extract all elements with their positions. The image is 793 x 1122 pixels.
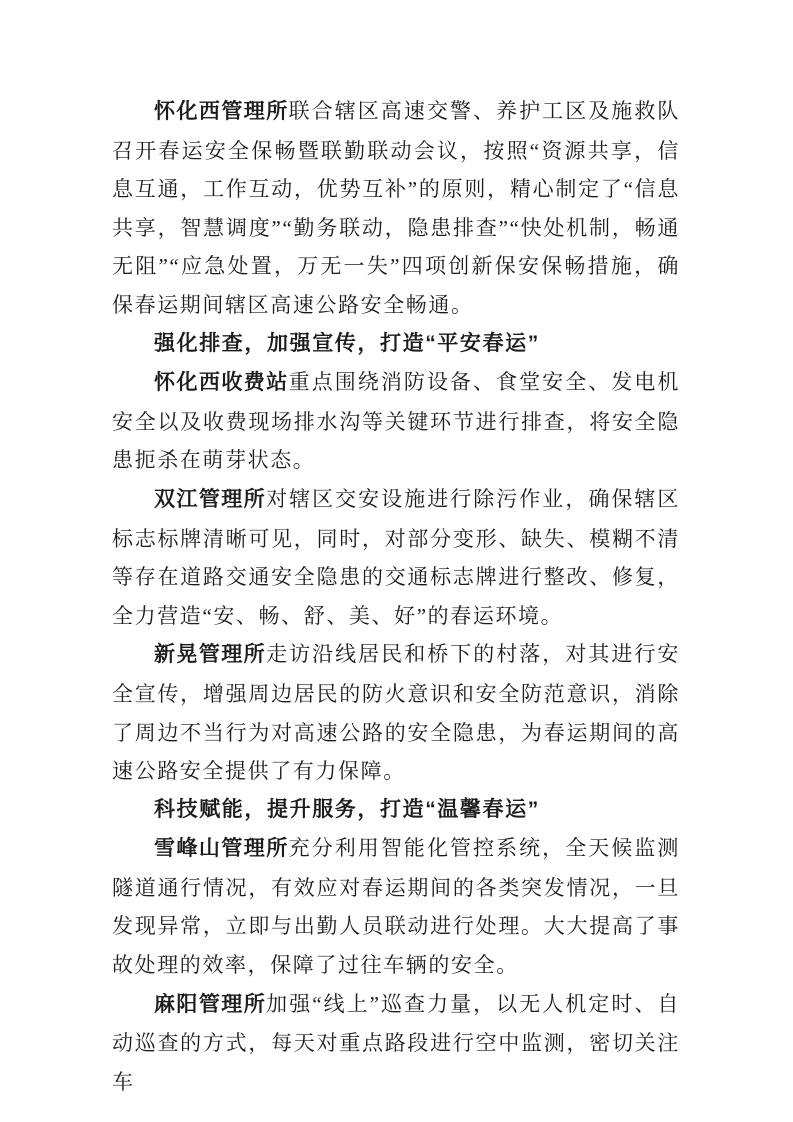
- paragraph-lead: 新晃管理所: [154, 643, 267, 667]
- document-body: [112, 92, 680, 1101]
- paragraph-lead: 麻阳管理所: [154, 992, 267, 1016]
- body-paragraph: [112, 480, 680, 635]
- paragraph-text: 加强“线上”巡查力量，以无人机定时、自动巡查的方式，每天对重点路段进行空中监测，密切关注车: [112, 991, 681, 1094]
- paragraph-lead: 双江管理所: [154, 487, 267, 511]
- paragraph-text: 重点围绕消防设备、食堂安全、发电机安全以及收费现场排水沟等关键环节进行排查，将安全隐患扼杀在萌芽状态。: [112, 370, 680, 473]
- paragraph-lead: 雪峰山管理所: [154, 837, 289, 861]
- paragraph-text: 走访沿线居民和桥下的村落，对其进行安全宣传，增强周边居民的防火意识和安全防范意识，消除了周边不当行为对高速公路的安全隐患，为春运期间的高速公路安全提供了有力保障。: [112, 642, 680, 784]
- paragraph-text: 强化排查，加强宣传，打造“平安春运”: [154, 331, 540, 355]
- body-paragraph: [112, 363, 680, 480]
- paragraph-text: 科技赋能，提升服务，打造“温馨春运”: [154, 797, 540, 821]
- section-heading: [112, 791, 680, 830]
- body-paragraph: [112, 635, 680, 790]
- paragraph-text: 充分利用智能化管控系统，全天候监测隧道通行情况，有效应对春运期间的各类突发情况，一旦发现异常，立即与出勤人员联动进行处理。大大提高了事故处理的效率，保障了过往车辆的安全。: [112, 836, 680, 978]
- paragraph-text: 对辖区交安设施进行除污作业，确保辖区标志标牌清晰可见，同时，对部分变形、缺失、模糊不清等存在道路交通安全隐患的交通标志牌进行整改、修复，全力营造“安、畅、舒、美、好”的春运环境。: [112, 486, 680, 628]
- body-paragraph: [112, 985, 680, 1102]
- section-heading: [112, 325, 680, 364]
- body-paragraph: [112, 92, 680, 325]
- paragraph-text: 联合辖区高速交警、养护工区及施救队召开春运安全保畅暨联勤联动会议，按照“资源共享，信息互通，工作互动，优势互补”的原则，精心制定了“信息共享，智慧调度”“勤务联动，隐患排查”“快处机制，畅通无阻”“应急处置，万无一失”四项创新保安保畅措施，确保春运期间辖区高速公路安全畅通。: [112, 99, 680, 317]
- paragraph-lead: 怀化西管理所: [154, 100, 289, 123]
- paragraph-lead: 怀化西收费站: [154, 371, 289, 395]
- body-paragraph: [112, 829, 680, 984]
